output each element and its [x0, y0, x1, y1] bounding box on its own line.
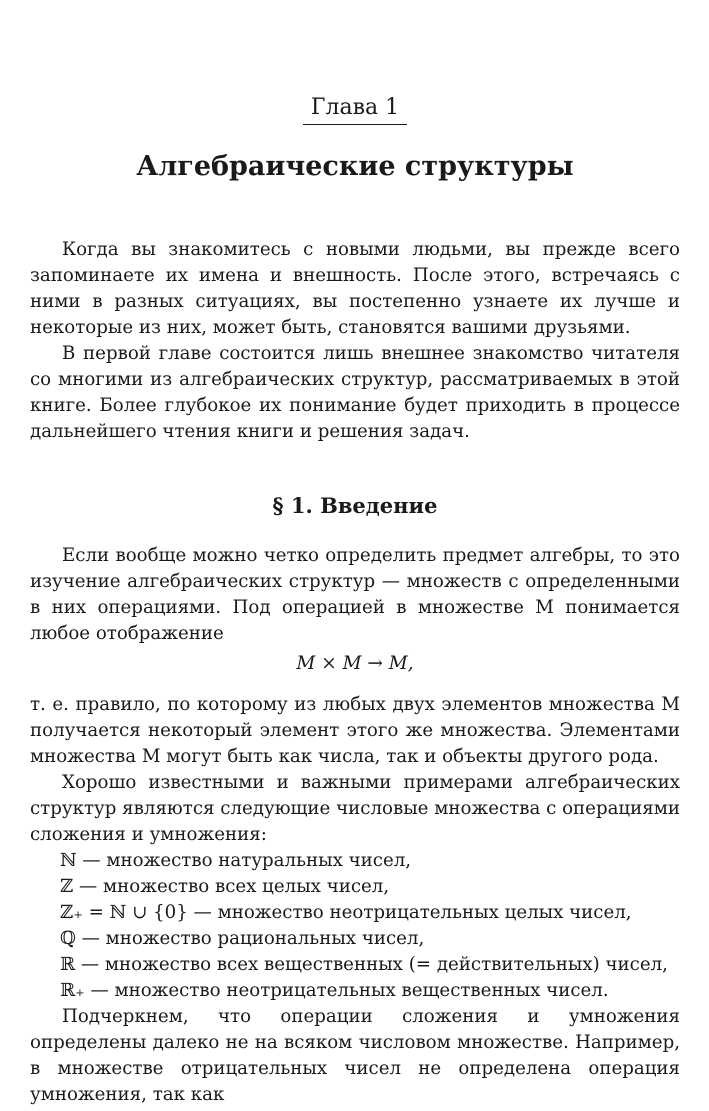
section-paragraph-1-block	[30, 543, 680, 647]
chapter-title: Алгебраические структуры	[136, 151, 574, 182]
list-item: ℕ — множество натуральных чисел,	[60, 850, 412, 871]
intro-paragraph-1: Когда вы знакомитесь с новыми людьми, вы прежде всего запоминаете их имена и внешность. После этого, встречаясь с ними в разных ситуациях, вы постепенно узнаете их лучше и некоторые из них, может быть, становятся вашими друзьями.	[30, 239, 680, 338]
list-item: ℝ — множество всех вещественных (= действительных) чисел,	[60, 954, 668, 975]
formula-mapping: M × M → M,	[296, 653, 414, 674]
list-item: ℤ — множество всех целых чисел,	[60, 876, 390, 897]
section-paragraph-3: Хорошо известными и важными примерами алгебраических структур являются следующие числовые множества с операциями сложения и умножения:	[30, 772, 680, 845]
intro-text	[30, 237, 680, 445]
number-sets-list	[60, 848, 700, 1004]
section-title: § 1. Введение	[272, 493, 438, 518]
list-item: ℤ₊ = ℕ ∪ {0} — множество неотрицательных целых чисел,	[60, 902, 632, 923]
chapter-label-text: Глава 1	[303, 94, 407, 125]
chapter-label	[30, 94, 680, 125]
section-text-2	[30, 692, 680, 848]
intro-paragraph-2: В первой главе состоится лишь внешнее знакомство читателя со многими из алгебраических структур, рассматриваемых в этой книге. Более глубокое их понимание будет приходить в процессе дальнейшего чтения книги и решения задач.	[30, 343, 680, 442]
list-item: ℚ — множество рациональных чисел,	[60, 928, 425, 949]
section-paragraph-2: т. е. правило, по которому из любых двух элементов множества M получается некоторый элемент этого же множества. Элементами множества M могут быть как числа, так и объекты другого рода.	[30, 694, 680, 767]
section-paragraph-4: Подчеркнем, что операции сложения и умножения определены далеко не на всяком числовом множестве. Например, в множестве отрицательных чисел не определена операция умножения, так как	[30, 1006, 680, 1105]
section-paragraph-1: Если вообще можно четко определить предмет алгебры, то это изучение алгебраических структур — множеств с определенными в них операциями. Под операцией в множестве M понимается любое отображение	[30, 545, 680, 644]
section-text-4	[30, 1004, 680, 1108]
list-item: ℝ₊ — множество неотрицательных вещественных чисел.	[60, 980, 609, 1001]
